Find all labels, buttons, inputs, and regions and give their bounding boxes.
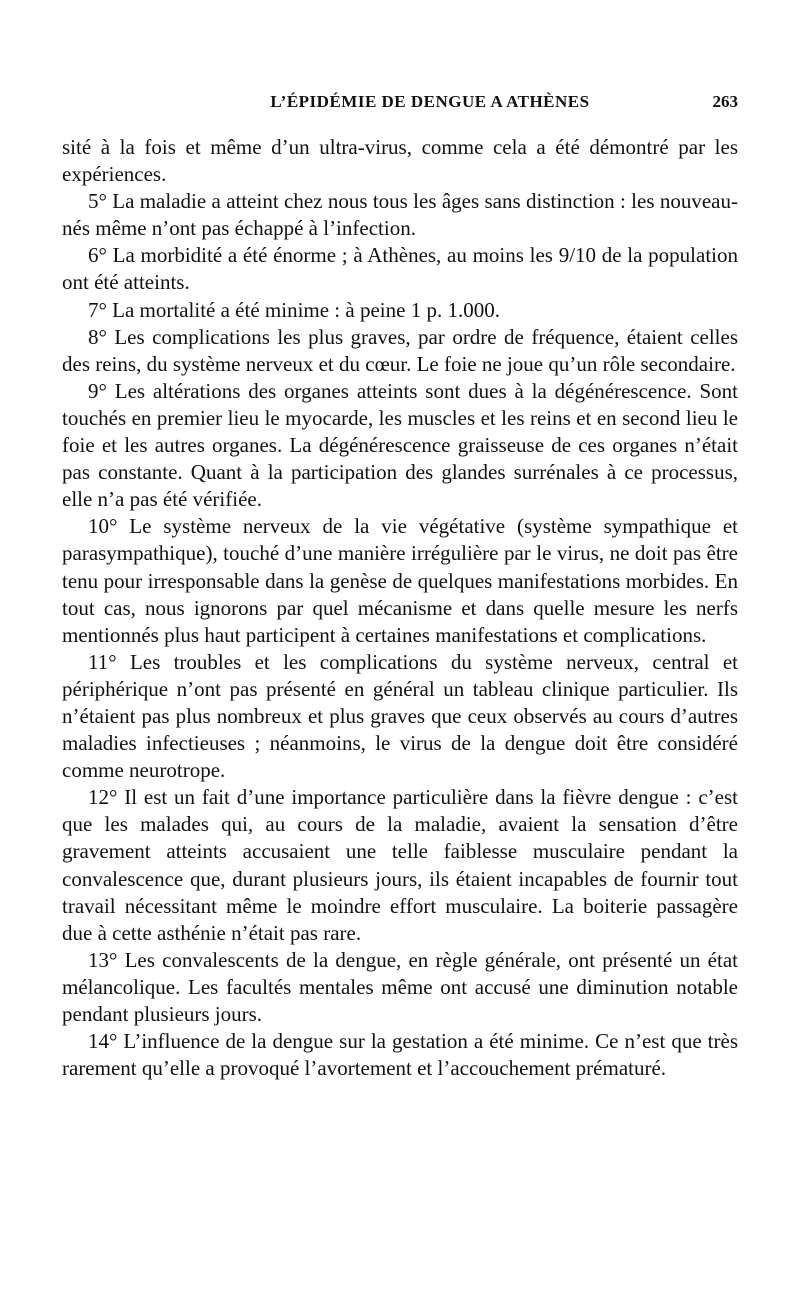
paragraph-item-10: 10° Le système nerveux de la vie végétative (système sympathique et parasympathique), touché d’une manière irrégulière par le virus, ne doit pas être tenu pour irresponsable dans la genèse de quelques manifestations morbides. En tout cas, nous ignorons par quel mécanisme et dans quelle mesure les nerfs mentionnés plus haut participent à certaines manifestations et complications. bbox=[62, 514, 738, 647]
paragraph-item-8: 8° Les complications les plus graves, par ordre de fréquence, étaient celles des reins, du système nerveux et du cœur. Le foie ne joue qu’un rôle secondaire. bbox=[62, 324, 738, 376]
paragraph-item-13: 13° Les convalescents de la dengue, en règle générale, ont présenté un état mélancolique. Les facultés mentales même ont accusé une diminution notable pendant plusieurs jours. bbox=[62, 947, 738, 1026]
page-number: 263 bbox=[712, 92, 738, 111]
paragraph-item-12: 12° Il est un fait d’une importance particulière dans la fièvre dengue : c’est que les malades qui, au cours de la maladie, avaient la sensation d’être gravement atteints accusaient une telle faiblesse musculaire pendant la convalescence que, durant plusieurs jours, ils étaient incapables de fournir tout travail nécessitant même le moindre effort musculaire. La boiterie passagère due à cette asthénie n’était pas rare. bbox=[62, 785, 738, 945]
page-header bbox=[62, 92, 738, 120]
paragraph-continuation: sité à la fois et même d’un ultra-virus, comme cela a été démontré par les expériences. bbox=[62, 135, 738, 187]
running-title: L’ÉPIDÉMIE DE DENGUE A ATHÈNES bbox=[270, 92, 590, 111]
paragraph-item-9: 9° Les altérations des organes atteints sont dues à la dégénérescence. Sont touchés en premier lieu le myocarde, les muscles et les reins et en second lieu le foie et les autres organes. La dégénérescence graisseuse de ces organes n’était pas constante. Quant à la participation des glandes surrénales à ce processus, elle n’a pas été vérifiée. bbox=[62, 378, 738, 512]
paragraph-item-5: 5° La maladie a atteint chez nous tous les âges sans distinction : les nouveau-nés même n’ont pas échappé à l’infection. bbox=[62, 189, 738, 241]
paragraph-item-14: 14° L’influence de la dengue sur la gestation a été minime. Ce n’est que très rarement qu’elle a provoqué l’avortement et l’accouchement prématuré. bbox=[62, 1029, 738, 1081]
body-text bbox=[62, 134, 738, 1082]
paragraph-item-11: 11° Les troubles et les complications du système nerveux, central et périphérique n’ont pas présenté en général un tableau clinique particulier. Ils n’étaient pas plus nombreux et plus graves que ceux observés au cours d’autres maladies infectieuses ; néanmoins, le virus de la dengue doit être considéré comme neurotrope. bbox=[62, 649, 738, 783]
paragraph-item-7: 7° La mortalité a été minime : à peine 1 p. 1.000. bbox=[88, 297, 500, 322]
paragraph-item-6: 6° La morbidité a été énorme ; à Athènes, au moins les 9/10 de la population ont été atteints. bbox=[62, 243, 738, 295]
